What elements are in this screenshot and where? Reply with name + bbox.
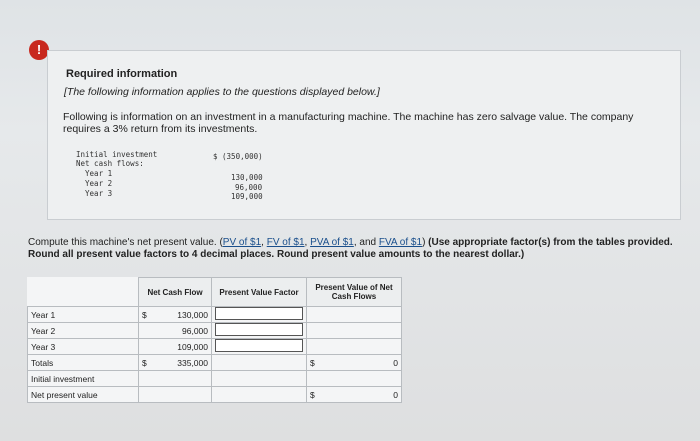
alert-icon: ! <box>29 40 49 60</box>
header-pv-net-cash-flows: Present Value of Net Cash Flows <box>307 278 402 307</box>
data-label-initial: Initial investment <box>76 150 158 159</box>
table-row <box>28 339 402 355</box>
row-label: Year 1 <box>28 307 139 323</box>
ncf-value: 109,000 <box>177 341 208 352</box>
data-value-year1: 130,000 <box>231 173 263 182</box>
info-card <box>47 50 681 220</box>
ncf-cell <box>139 307 212 323</box>
ncf-cell <box>139 371 212 387</box>
row-label: Year 2 <box>28 323 139 339</box>
pv-factor-input[interactable] <box>212 307 307 323</box>
pv-amount-input[interactable] <box>307 339 402 355</box>
link-pv[interactable]: PV of $1 <box>222 237 262 248</box>
dollar-sign: $ <box>142 357 147 368</box>
pv-total-value: 0 <box>393 357 398 368</box>
data-label-year2: Year 2 <box>76 179 113 188</box>
info-subtitle: [The following information applies to the questions displayed below.] <box>64 86 380 98</box>
table-row <box>28 307 402 323</box>
dollar-sign: $ <box>310 389 315 400</box>
npv-table <box>27 277 402 403</box>
data-label-year1: Year 1 <box>76 169 113 178</box>
instructions-bold: (Use appropriate factor(s) from the tables provided. Round all present value factors to 4 decimal places. Round present value amounts to the nearest dollar.) <box>28 237 673 260</box>
ncf-value: 130,000 <box>177 309 208 320</box>
table-header-row <box>28 278 402 307</box>
instructions-prefix: Compute this machine's net present value. ( <box>28 237 223 248</box>
pv-total-cell <box>307 355 402 371</box>
table-row <box>28 323 402 339</box>
npv-value: 0 <box>393 389 398 400</box>
link-fv[interactable]: FV of $1 <box>266 237 305 248</box>
pv-amount-input[interactable] <box>307 307 402 323</box>
table-row <box>28 371 402 387</box>
header-pv-factor: Present Value Factor <box>212 278 307 307</box>
pv-factor-cell <box>212 387 307 403</box>
row-label: Year 3 <box>28 339 139 355</box>
instructions: Compute this machine's net present value. (PV of $1, FV of $1, PVA of $1, and FVA of $1) (Use appropriate factor(s) from the tables provided. Round all present value factors to 4 decimal places. Round present value amounts to the nearest dollar.) <box>28 237 673 260</box>
pv-factor-input[interactable] <box>212 339 307 355</box>
row-label: Totals <box>28 355 139 371</box>
pv-factor-cell <box>212 371 307 387</box>
ncf-cell <box>139 339 212 355</box>
initial-investment-input[interactable] <box>307 371 402 387</box>
data-label-netcash: Net cash flows: <box>76 159 144 168</box>
data-value-initial: $ (350,000) <box>213 152 263 161</box>
ncf-cell <box>139 355 212 371</box>
ncf-value: 335,000 <box>177 357 208 368</box>
npv-cell <box>307 387 402 403</box>
info-text: Following is information on an investment in a manufacturing machine. The machine has zero salvage value. The company requires a 3% return from its investments. <box>63 111 634 135</box>
pv-factor-input[interactable] <box>212 323 307 339</box>
ncf-cell <box>139 323 212 339</box>
row-label: Initial investment <box>28 371 139 387</box>
dollar-sign: $ <box>310 357 315 368</box>
data-label-year3: Year 3 <box>76 189 113 198</box>
dollar-sign: $ <box>142 309 147 320</box>
pv-amount-input[interactable] <box>307 323 402 339</box>
link-pva[interactable]: PVA of $1 <box>310 237 354 248</box>
table-row <box>28 387 402 403</box>
header-net-cash-flow: Net Cash Flow <box>139 278 212 307</box>
ncf-cell <box>139 387 212 403</box>
row-label: Net present value <box>28 387 139 403</box>
table-row <box>28 355 402 371</box>
ncf-value: 96,000 <box>182 325 208 336</box>
data-value-year3: 109,000 <box>231 192 263 201</box>
info-title: Required information <box>66 68 178 80</box>
pv-factor-cell <box>212 355 307 371</box>
link-fva[interactable]: FVA of $1 <box>378 237 423 248</box>
data-value-year2: 96,000 <box>235 183 263 192</box>
